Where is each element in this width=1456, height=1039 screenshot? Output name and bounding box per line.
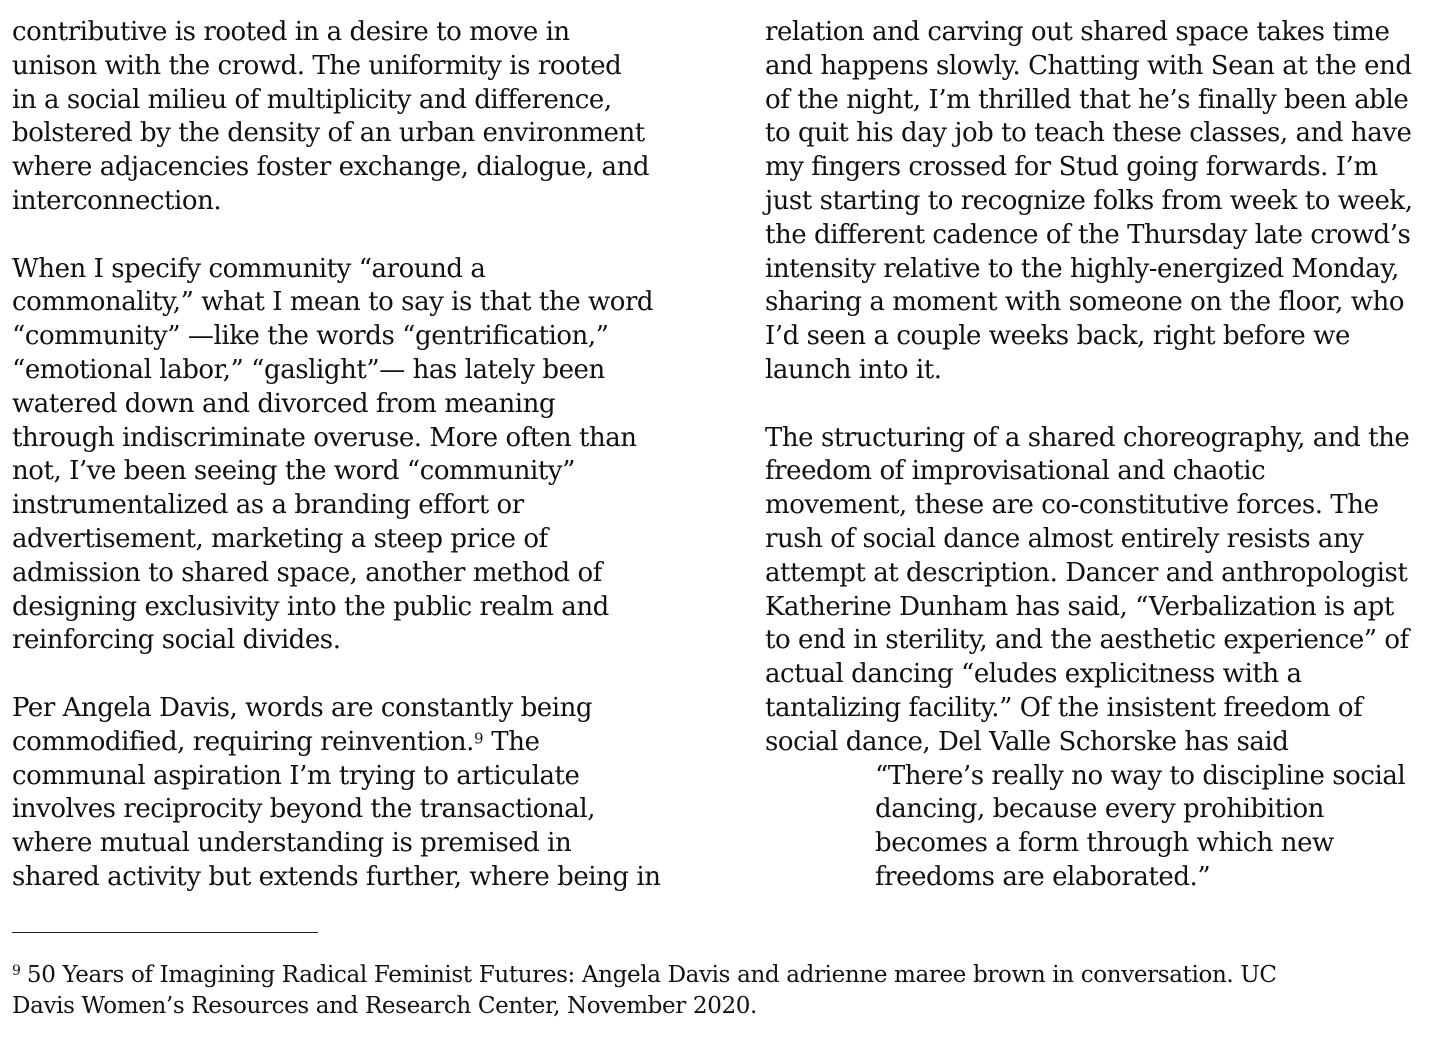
text-line: sharing a moment with someone on the floor, who: [765, 287, 1405, 318]
text-line: I’d seen a couple weeks back, right before we: [765, 321, 1350, 352]
paragraph-urban-uniformity: [12, 16, 702, 219]
text-line: launch into it.: [765, 354, 942, 385]
footnote: [12, 960, 1452, 1022]
text-line: tantalizing facility.” Of the insistent freedom of: [765, 692, 1363, 723]
text-line: reinforcing social divides.: [12, 625, 341, 656]
text-line: contributive is rooted in a desire to move in: [12, 17, 570, 47]
paragraph-angela-davis: [12, 692, 702, 895]
quote-line: “There’s really no way to discipline social: [875, 760, 1406, 791]
block-quote: [765, 760, 1455, 895]
text-line: “community” —like the words “gentrification,”: [12, 321, 609, 352]
text-line: the different cadence of the Thursday late crowd’s: [765, 219, 1411, 250]
text-line: Per Angela Davis, words are constantly being: [12, 692, 593, 723]
text-line: unison with the crowd. The uniformity is rooted: [12, 50, 622, 81]
text-line: movement, these are co-constitutive forces. The: [765, 490, 1379, 521]
text-line: through indiscriminate overuse. More often than: [12, 422, 637, 453]
left-column: [12, 16, 702, 895]
quote-line: freedoms are elaborated.”: [875, 861, 1211, 892]
text-line: where mutual understanding is premised in: [12, 828, 572, 859]
text-line: designing exclusivity into the public realm and: [12, 591, 609, 622]
text-line: advertisement, marketing a steep price of: [12, 523, 548, 554]
text-line: just starting to recognize folks from week to week,: [765, 185, 1413, 216]
footnote-number: 9: [12, 963, 21, 979]
text-line: involves reciprocity beyond the transactional,: [12, 794, 596, 825]
text-line: rush of social dance almost entirely resists any: [765, 523, 1364, 554]
quote-line: dancing, because every prohibition: [875, 794, 1324, 825]
text-line: my fingers crossed for Stud going forwards. I’m: [765, 152, 1378, 183]
paragraph-gap: [12, 219, 702, 253]
text-line: instrumentalized as a branding effort or: [12, 490, 524, 521]
text-line: shared activity but extends further, where being in: [12, 861, 661, 892]
text-line: When I specify community “around a: [12, 253, 486, 284]
footnote-text: 50 Years of Imagining Radical Feminist Futures: Angela Davis and adrienne maree brown in conversation. UC: [26, 962, 1277, 988]
text-line: not, I’ve been seeing the word “community”: [12, 456, 576, 487]
text-line: “emotional labor,” “gaslight”— has lately been: [12, 354, 605, 385]
paragraph-shared-space: [765, 16, 1455, 388]
text-line: commonality,” what I mean to say is that the word: [12, 287, 654, 318]
quote-line: becomes a form through which new: [875, 828, 1334, 859]
text-line: freedom of improvisational and chaotic: [765, 456, 1266, 487]
text-line: social dance, Del Valle Schorske has said: [765, 726, 1289, 757]
paragraph-choreography: [765, 422, 1455, 760]
paragraph-gap: [12, 658, 702, 692]
text-line: The structuring of a shared choreography, and the: [765, 422, 1410, 453]
text-line: Katherine Dunham has said, “Verbalization is apt: [765, 591, 1394, 622]
text-line: where adjacencies foster exchange, dialogue, and: [12, 152, 650, 183]
text-line: intensity relative to the highly-energized Monday,: [765, 253, 1399, 284]
text-line: attempt at description. Dancer and anthropologist: [765, 557, 1408, 588]
text-line: to end in sterility, and the aesthetic experience” of: [765, 625, 1409, 656]
text-line: relation and carving out shared space takes time: [765, 17, 1390, 47]
text-segment: commodified, requiring reinvention.: [12, 726, 474, 757]
footnote-reference: 9: [473, 728, 484, 747]
text-segment: The: [483, 726, 540, 757]
text-line: and happens slowly. Chatting with Sean at the end: [765, 50, 1412, 81]
footnote-divider: [12, 932, 318, 933]
text-line: in a social milieu of multiplicity and difference,: [12, 84, 612, 115]
footnote-line: Davis Women’s Resources and Research Center, November 2020.: [12, 993, 757, 1019]
paragraph-community-definition: [12, 253, 702, 659]
text-line: actual dancing “eludes explicitness with a: [765, 659, 1302, 690]
text-line: interconnection.: [12, 185, 222, 216]
text-line: of the night, I’m thrilled that he’s finally been able: [765, 84, 1409, 115]
text-line: admission to shared space, another method of: [12, 557, 602, 588]
text-line-with-footnote: [12, 726, 702, 760]
text-line: bolstered by the density of an urban environment: [12, 118, 645, 149]
text-line: communal aspiration I’m trying to articulate: [12, 760, 580, 791]
text-line: watered down and divorced from meaning: [12, 388, 556, 419]
footnote-line: [12, 960, 1452, 991]
paragraph-gap: [765, 388, 1455, 422]
text-line: to quit his day job to teach these classes, and have: [765, 118, 1412, 149]
right-column: [765, 16, 1455, 895]
